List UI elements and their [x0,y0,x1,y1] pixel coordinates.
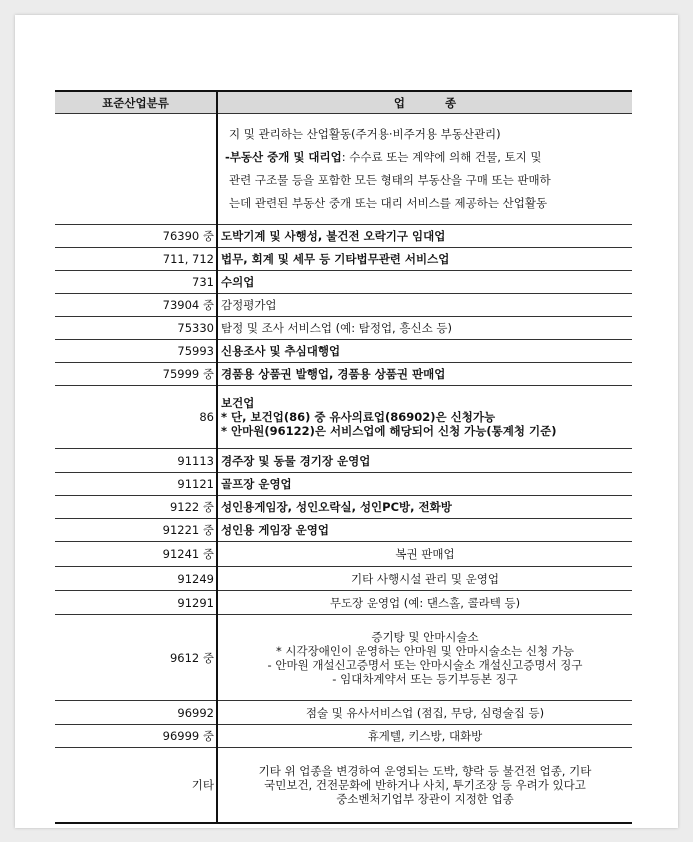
desc-line: 관련 구조물 등을 포함한 모든 형태의 부동산을 구매 또는 판매하 [229,173,551,187]
document-page [15,15,678,828]
desc-cell [217,615,632,701]
desc-cell: 성인용게임장, 성인오락실, 성인PC방, 전화방 [217,496,632,519]
desc-line: * 단, 보건업(86) 중 유사의료업(86902)은 신청가능 [221,410,496,424]
restricted-industry-table [55,90,632,824]
code-cell: 711, 712 [55,248,217,271]
desc-cell: 복권 판매업 [217,542,632,567]
table-row [55,294,632,317]
code-cell: 91249 [55,567,217,591]
table-row [55,225,632,248]
code-cell: 9612 중 [55,615,217,701]
code-cell: 91113 [55,449,217,473]
code-cell: 9122 중 [55,496,217,519]
table-row [55,519,632,542]
code-cell: 75330 [55,317,217,340]
code-cell [55,114,217,225]
desc-line: 는데 관련된 부동산 중개 또는 대리 서비스를 제공하는 산업활동 [229,196,548,210]
code-cell: 91121 [55,473,217,496]
desc-cell: 점술 및 유사서비스업 (점집, 무당, 심령술집 등) [217,701,632,725]
desc-cell: 수의업 [217,271,632,294]
desc-line: 보건업 [221,396,255,410]
code-cell: 731 [55,271,217,294]
bold-term: -부동산 중개 및 대리업 [225,150,342,164]
table-row [55,567,632,591]
desc-cell: 경주장 및 동물 경기장 운영업 [217,449,632,473]
code-cell: 75993 [55,340,217,363]
code-cell: 기타 [55,748,217,823]
desc-line: 증기탕 및 안마시술소 [371,629,479,644]
desc-cell: 골프장 운영업 [217,473,632,496]
table-row [55,449,632,473]
table-row [55,473,632,496]
desc-cell: 신용조사 및 추심대행업 [217,340,632,363]
desc-cell [217,748,632,823]
table-row [55,114,632,225]
table-row [55,317,632,340]
code-cell: 91241 중 [55,542,217,567]
desc-cell: 휴게텔, 키스방, 대화방 [217,725,632,748]
desc-cell: 법무, 회계 및 세무 등 기타법무관련 서비스업 [217,248,632,271]
code-cell: 75999 중 [55,363,217,386]
desc-cell: 성인용 게임장 운영업 [217,519,632,542]
table-row [55,340,632,363]
table-row [55,591,632,615]
table-row [55,386,632,449]
table-row [55,748,632,823]
code-cell: 86 [55,386,217,449]
desc-cell: 기타 사행시설 관리 및 운영업 [217,567,632,591]
desc-line: 중소벤처기업부 장관이 지정한 업종 [336,791,514,806]
desc-line: * 시각장애인이 운영하는 안마원 및 안마시술소는 신청 가능 [276,643,574,658]
header-classification: 표준산업분류 [55,91,217,114]
table-row [55,542,632,567]
table-header [55,91,632,114]
desc-cell: 도박기계 및 사행성, 불건전 오락기구 임대업 [217,225,632,248]
table-row [55,725,632,748]
desc-text: : 수수료 또는 계약에 의해 건물, 토지 및 [341,150,542,164]
code-cell: 96992 [55,701,217,725]
code-cell: 91291 [55,591,217,615]
desc-cell: 경품용 상품권 발행업, 경품용 상품권 판매업 [217,363,632,386]
desc-line: 기타 위 업종을 변경하여 운영되는 도박, 향락 등 불건전 업종, 기타 [258,763,592,778]
desc-line: 국민보건, 건전문화에 반하거나 사치, 투기조장 등 우려가 있다고 [264,777,586,792]
desc-line [221,146,629,169]
desc-cell: 무도장 운영업 (예: 댄스홀, 콜라텍 등) [217,591,632,615]
desc-cell [217,386,632,449]
desc-line: 지 및 관리하는 산업활동(주거용·비주거용 부동산관리) [229,127,501,141]
desc-line: * 안마원(96122)은 서비스업에 해당되어 신청 가능(통계청 기준) [221,424,557,438]
table-row [55,496,632,519]
desc-cell: 감정평가업 [217,294,632,317]
code-cell: 96999 중 [55,725,217,748]
header-industry: 업 종 [217,91,632,114]
table-row [55,701,632,725]
desc-line: - 안마원 개설신고증명서 또는 안마시술소 개설신고증명서 징구 [267,657,583,672]
code-cell: 91221 중 [55,519,217,542]
table-row [55,363,632,386]
table-row [55,248,632,271]
desc-line: - 임대차계약서 또는 등기부등본 징구 [332,671,518,686]
desc-cell: 탐정 및 조사 서비스업 (예: 탐정업, 흥신소 등) [217,317,632,340]
table-row [55,271,632,294]
code-cell: 73904 중 [55,294,217,317]
table-row [55,615,632,701]
code-cell: 76390 중 [55,225,217,248]
desc-cell [217,114,632,225]
